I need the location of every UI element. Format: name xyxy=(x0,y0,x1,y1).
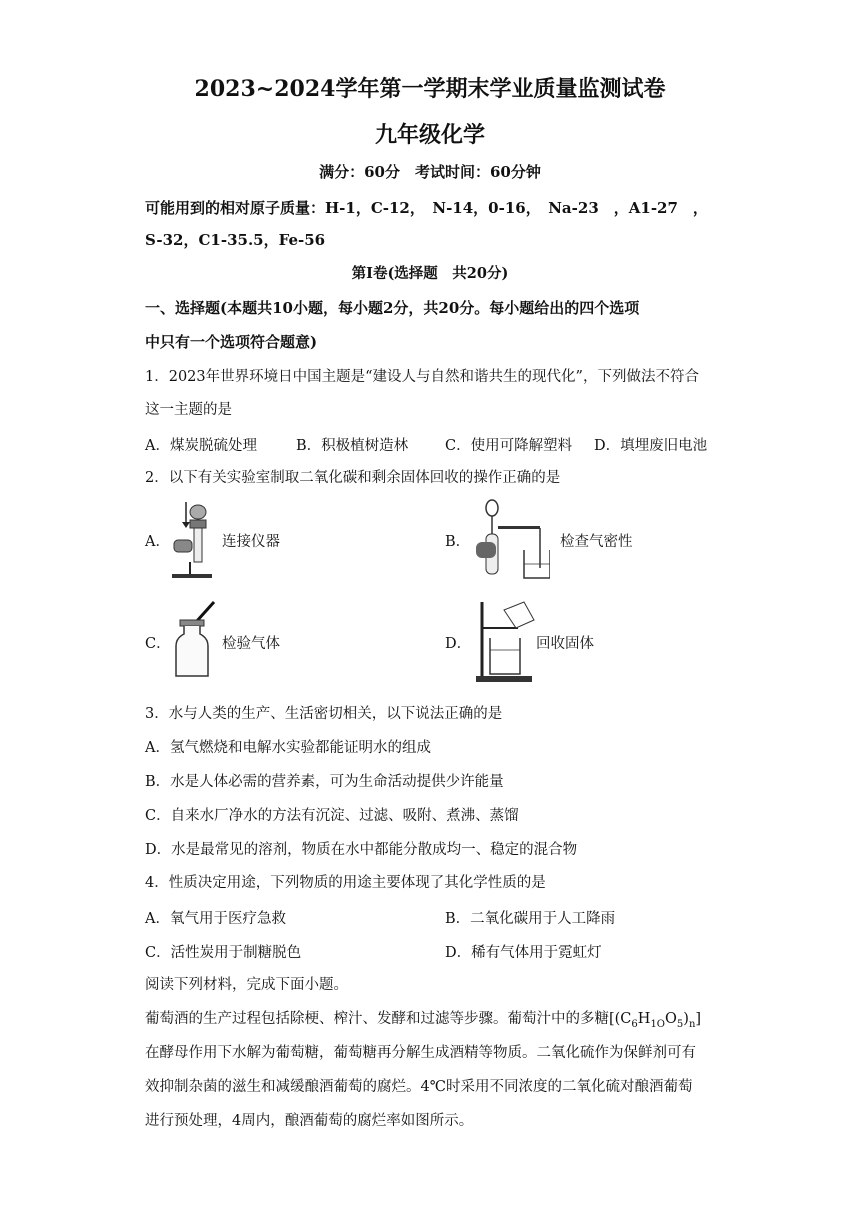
q2-option-d-label: 回收固体 xyxy=(536,636,594,652)
q3-option-a: A．氢气燃烧和电解水实验都能证明水的组成 xyxy=(145,740,431,756)
reading-para-line-2: 在酵母作用下水解为葡萄糖，葡萄糖再分解生成酒精等物质。二氧化硫作为保鲜剂可有 xyxy=(145,1045,696,1061)
exam-title: 2023~2024学年第一学期末学业质量监测试卷 xyxy=(194,76,666,102)
atomic-mass-line-2: S-32，C1-35.5，Fe-56 xyxy=(145,231,326,249)
q2-option-c-letter: C． xyxy=(145,636,171,652)
exam-info: 满分：60分 考试时间：60分钟 xyxy=(319,163,541,181)
q2-option-b-letter: B． xyxy=(445,534,471,550)
q4-stem: 4．性质决定用途，下列物质的用途主要体现了其化学性质的是 xyxy=(145,875,546,891)
reading-para-line-4: 进行预处理，4周内，酿酒葡萄的腐烂率如图所示。 xyxy=(145,1113,474,1129)
q4-option-a: A．氧气用于医疗急救 xyxy=(145,911,286,927)
q1-option-a: A．煤炭脱硫处理 xyxy=(145,438,257,454)
section-heading-line-1: 一、选择题(本题共10小题，每小题2分，共20分。每小题给出的四个选项 xyxy=(145,299,640,317)
q1-stem-line-1: 1．2023年世界环境日中国主题是“建设人与自然和谐共生的现代化”，下列做法不符合 xyxy=(145,369,699,385)
q2-option-c-label: 检验气体 xyxy=(222,636,280,652)
q1-option-c: C．使用可降解塑料 xyxy=(445,438,573,454)
q1-stem-line-2: 这一主题的是 xyxy=(145,402,232,418)
q2-option-a-label: 连接仪器 xyxy=(222,534,280,550)
airtightness-check-figure xyxy=(468,498,550,582)
evaporation-stand-figure xyxy=(474,598,536,684)
gas-test-bottle-figure xyxy=(172,600,218,680)
q3-option-b: B．水是人体必需的营养素，可为生命活动提供少许能量 xyxy=(145,774,504,790)
q1-option-b: B．积极植树造林 xyxy=(296,438,409,454)
reading-para-line-1: 葡萄酒的生产过程包括除梗、榨汁、发酵和过滤等步骤。葡萄汁中的多糖$[(C_6H_{1O}O_5)_n]$ xyxy=(145,1011,702,1030)
q2-stem: 2．以下有关实验室制取二氧化碳和剩余固体回收的操作正确的是 xyxy=(145,470,561,486)
q2-option-d-letter: D． xyxy=(445,636,472,652)
q1-option-d: D．填埋废旧电池 xyxy=(594,438,708,454)
reading-para-line-3: 效抑制杂菌的滋生和减缓酿酒葡萄的腐烂。4℃时采用不同浓度的二氧化硫对酿酒葡萄 xyxy=(145,1079,693,1095)
q3-stem: 3．水与人类的生产、生活密切相关，以下说法正确的是 xyxy=(145,706,503,722)
q4-option-d: D．稀有气体用于霓虹灯 xyxy=(445,945,602,961)
q3-option-c: C．自来水厂净水的方法有沉淀、过滤、吸附、煮沸、蒸馏 xyxy=(145,808,519,824)
q4-option-b: B．二氧化碳用于人工降雨 xyxy=(445,911,616,927)
q2-option-b-label: 检查气密性 xyxy=(560,534,633,550)
q3-option-d: D．水是最常见的溶剂，物质在水中都能分散成均一、稳定的混合物 xyxy=(145,842,578,858)
atomic-mass-line-1: 可能用到的相对原子质量：H-1，C-12， N-14，0-16， Na-23 ，A1-27 ， xyxy=(145,199,708,217)
q2-option-a-letter: A． xyxy=(145,534,170,550)
connect-apparatus-figure xyxy=(168,500,218,580)
reading-intro: 阅读下列材料，完成下面小题。 xyxy=(145,977,348,993)
exam-subtitle: 九年级化学 xyxy=(374,122,485,148)
section-heading-line-2: 中只有一个选项符合题意) xyxy=(145,333,318,351)
q4-option-c: C．活性炭用于制糖脱色 xyxy=(145,945,302,961)
volume-heading: 第I卷(选择题 共20分) xyxy=(351,265,509,282)
